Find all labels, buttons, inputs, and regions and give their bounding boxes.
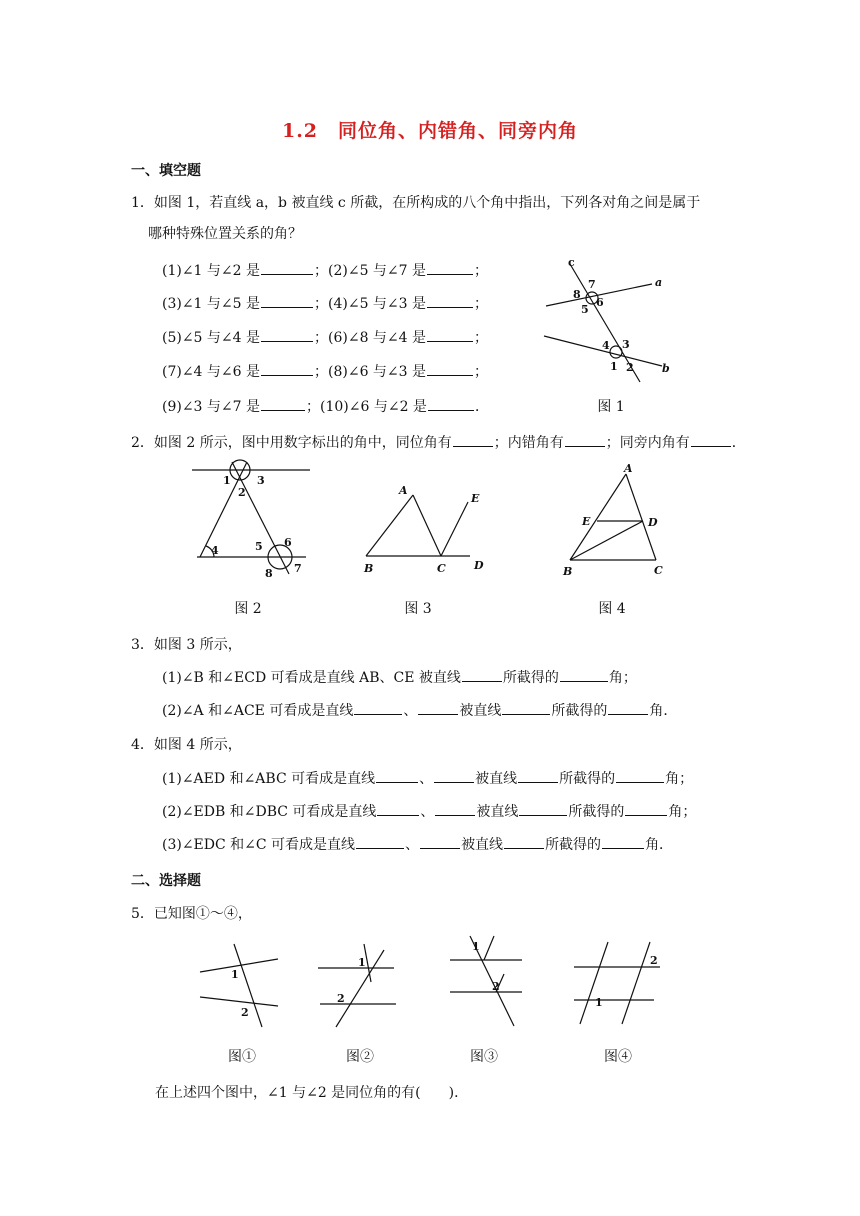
angle-label-1: 1 [223,474,231,487]
figure-5-1-diagram [196,942,281,1032]
angle-label-3: 3 [622,338,630,351]
q1-line1: 1．如图 1，若直线 a，b 被直线 c 所截，在所构成的八个角中指出，下列各对角之间是属于 [131,195,701,211]
q1-item-9: (9)∠3 与∠7 是 [162,399,261,415]
point-label-B: B [563,565,573,578]
answer-blank[interactable] [504,834,544,849]
answer-blank[interactable] [560,667,608,682]
q3-s1-text: (1)∠B 和∠ECD 可看成是直线 AB、CE 被直线 [162,670,461,686]
q1-sep: ； [474,296,489,312]
figure-3-diagram [358,482,493,577]
q4-sub3 [162,834,673,854]
q3-sub2 [162,700,677,720]
answer-blank[interactable] [625,801,667,816]
angle-label-2: 2 [238,486,246,499]
angle-label-1: 1 [472,940,480,953]
q4-text: 、 [420,804,435,820]
answer-blank[interactable] [427,260,473,275]
section-heading-fill-in: 一、填空题 [131,163,201,179]
q1-sep: ； [474,263,489,279]
q1-row1 [162,260,488,280]
q1-sep: ． [474,399,489,415]
angle-label-2: 2 [626,361,634,374]
q3-s1-text: 所截得的 [502,670,559,686]
q3-s2-text: (2)∠A 和∠ACE 可看成是直线 [162,703,354,719]
q4-text: 角． [645,837,674,853]
figure-2-diagram [192,462,317,582]
answer-blank[interactable] [602,834,644,849]
q3-s2-text: 、 [403,703,418,719]
answer-blank[interactable] [608,700,648,715]
q2-part2: ；内错角有 [493,435,564,451]
line-label-c: c [568,256,575,269]
q4-text: 所截得的 [545,837,602,853]
answer-blank[interactable] [261,396,305,411]
answer-blank[interactable] [376,768,418,783]
q3-s2-text: 所截得的 [551,703,608,719]
point-label-D: D [648,516,658,529]
q4-text: 被直线 [476,804,519,820]
answer-blank[interactable] [261,327,313,342]
q1-row2 [162,293,488,313]
answer-blank[interactable] [261,361,313,376]
q1-item-2: ；(2)∠5 与∠7 是 [314,263,427,279]
q3-sub1 [162,667,637,687]
answer-blank[interactable] [616,768,664,783]
figure-5-3-diagram [448,934,528,1029]
q1-item-6: ；(6)∠8 与∠4 是 [314,330,427,346]
point-label-A: A [624,462,633,475]
q4-text: 角； [668,804,697,820]
q1-row4 [162,361,488,381]
q1-item-8: ；(8)∠6 与∠3 是 [314,364,427,380]
answer-blank[interactable] [518,768,558,783]
figure-3-caption: 图 3 [404,601,432,617]
q1-item-3: (3)∠1 与∠5 是 [162,296,261,312]
angle-label-2: 2 [337,992,345,1005]
angle-label-1: 1 [358,956,366,969]
figure-5-1-caption: 图① [228,1049,256,1065]
angle-label-7: 7 [294,562,302,575]
q4-text: 被直线 [475,771,518,787]
answer-blank[interactable] [354,700,402,715]
angle-label-3: 3 [257,474,265,487]
figure-5-2-diagram [314,942,399,1032]
q3-s1-text: 角； [608,670,637,686]
answer-blank[interactable] [434,768,474,783]
figure-5-4-caption: 图④ [604,1049,632,1065]
answer-blank[interactable] [565,432,605,447]
q1-item-5: (5)∠5 与∠4 是 [162,330,261,346]
q4-text: 角； [665,771,694,787]
angle-label-6: 6 [596,296,604,309]
angle-label-2: 2 [241,1006,249,1019]
q1-row5 [162,396,489,416]
q4-text: 所截得的 [559,771,616,787]
q3-head: 3．如图 3 所示， [131,637,242,653]
q1-item-7: (7)∠4 与∠6 是 [162,364,261,380]
answer-blank[interactable] [420,834,460,849]
figure-1-caption: 图 1 [597,399,625,415]
answer-blank[interactable] [462,667,502,682]
answer-blank[interactable] [691,432,731,447]
page-title: 1.2 同位角、内错角、同旁内角 [281,120,579,142]
angle-label-7: 7 [588,278,596,291]
q2-end: ． [731,435,746,451]
answer-blank[interactable] [502,700,550,715]
answer-blank[interactable] [261,260,313,275]
angle-label-4: 4 [602,339,610,352]
figure-2-caption: 图 2 [234,601,262,617]
answer-blank[interactable] [435,801,475,816]
answer-blank[interactable] [427,293,473,308]
angle-label-2: 2 [492,980,500,993]
q4-head: 4．如图 4 所示， [131,737,242,753]
q4-sub1 [162,768,693,788]
q4-text: 被直线 [461,837,504,853]
q1-item-10: ；(10)∠6 与∠2 是 [306,399,427,415]
figure-5-3-caption: 图③ [470,1049,498,1065]
q1-sep: ； [474,364,489,380]
q4-text: 、 [405,837,420,853]
figure-5-2-caption: 图② [346,1049,374,1065]
angle-label-5: 5 [255,540,263,553]
point-label-C: C [654,564,663,577]
q5-head: 5．已知图①～④， [131,906,252,922]
line-label-a: a [655,276,663,289]
q1-sep: ； [474,330,489,346]
angle-label-8: 8 [573,288,581,301]
angle-label-8: 8 [265,567,273,580]
point-label-B: B [364,562,374,575]
point-label-C: C [437,562,446,575]
figure-1-diagram [530,254,680,389]
q1-item-4: ；(4)∠5 与∠3 是 [314,296,427,312]
answer-blank[interactable] [427,361,473,376]
q2-text [131,432,746,452]
q4-text: 所截得的 [568,804,625,820]
angle-label-1: 1 [231,968,239,981]
point-label-A: A [399,484,408,497]
answer-blank[interactable] [418,700,458,715]
q4-text: (3)∠EDC 和∠C 可看成是直线 [162,837,356,853]
angle-label-1: 1 [595,996,603,1009]
point-label-D: D [474,559,484,572]
q3-s2-text: 角． [649,703,678,719]
figure-4-diagram [560,462,670,580]
q5-question: 在上述四个图中，∠1 与∠2 是同位角的有( )． [155,1085,469,1101]
q4-sub2 [162,801,696,821]
q1-row3 [162,327,488,347]
answer-blank[interactable] [261,293,313,308]
point-label-E: E [582,515,591,528]
figure-4-caption: 图 4 [598,601,626,617]
q3-s2-text: 被直线 [459,703,502,719]
answer-blank[interactable] [427,327,473,342]
angle-label-1: 1 [610,360,618,373]
section-heading-choice: 二、选择题 [131,873,201,889]
q4-text: (2)∠EDB 和∠DBC 可看成是直线 [162,804,377,820]
answer-blank[interactable] [428,396,474,411]
q4-text: 、 [419,771,434,787]
q1-item-1: (1)∠1 与∠2 是 [162,263,261,279]
answer-blank[interactable] [356,834,404,849]
answer-blank[interactable] [453,432,493,447]
q2-part1: 2．如图 2 所示，图中用数字标出的角中，同位角有 [131,435,452,451]
angle-label-2: 2 [650,954,658,967]
answer-blank[interactable] [377,801,419,816]
answer-blank[interactable] [519,801,567,816]
angle-label-6: 6 [284,536,292,549]
q2-part3: ；同旁内角有 [605,435,690,451]
angle-label-5: 5 [581,303,589,316]
q4-text: (1)∠AED 和∠ABC 可看成是直线 [162,771,376,787]
q1-line2: 哪种特殊位置关系的角？ [148,226,302,242]
line-label-b: b [662,362,670,375]
angle-label-4: 4 [211,544,219,557]
point-label-E: E [471,492,480,505]
figure-5-4-diagram [572,940,667,1030]
